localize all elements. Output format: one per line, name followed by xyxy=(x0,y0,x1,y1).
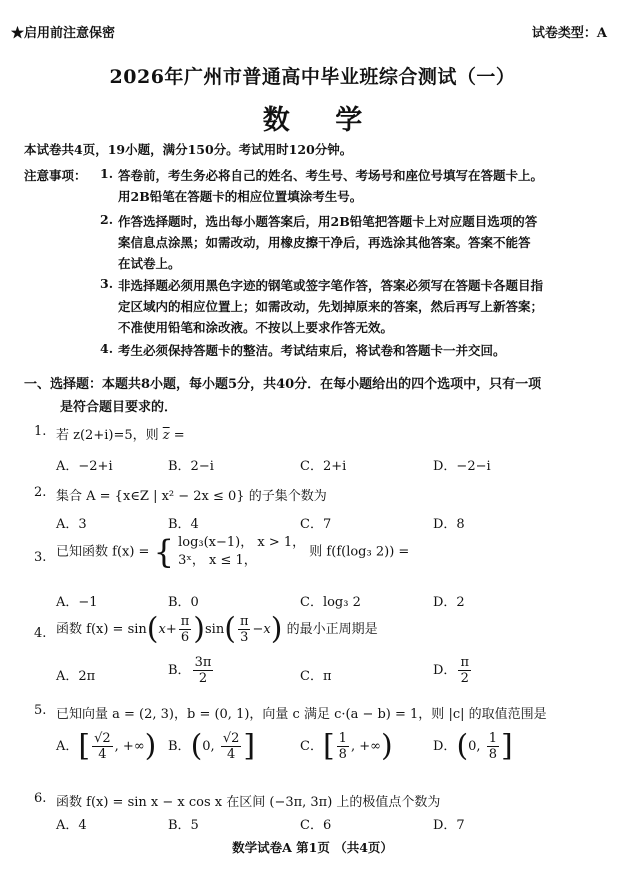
question-number: 4. xyxy=(34,626,47,641)
exam-info: 本试卷共4页，19小题，满分150分。考试用时120分钟。 xyxy=(24,142,353,157)
note-line: 考生必须保持答题卡的整洁。考试结束后，将试卷和答题卡一并交回。 xyxy=(118,343,506,358)
note-line: 作答选择题时，选出每小题答案后，用2B铅笔把答题卡上对应题目选项的答 xyxy=(118,214,538,229)
option-d: D．−2−i xyxy=(433,459,491,474)
option-a: A．2π xyxy=(56,669,96,684)
option-c: C．7 xyxy=(300,517,332,532)
notes-label: 注意事项： xyxy=(24,168,87,183)
section-heading-cont: 是符合题目要求的． xyxy=(60,400,178,415)
option-c: C．2+i xyxy=(300,459,347,474)
case-2: 3ˣ， x ≤ 1， xyxy=(178,553,257,568)
question-stem: 函数 f(x) = sin(x+ $\frac{\pi}{6}$ )sin( $\frac{\pi}{3}$ −x) 的最小正周期是 xyxy=(56,611,378,647)
option-c: C．log₃ 2 xyxy=(300,595,361,610)
option-a: A．−2+i xyxy=(56,459,113,474)
note-line: 定区域内的相应位置上；如需改动，先划掉原来的答案，然后再写上新答案； xyxy=(118,299,544,314)
note-number: 2. xyxy=(100,212,114,227)
option-d: D． $\frac{\pi}{2}$ xyxy=(433,655,469,686)
note-line: 非选择题必须用黑色字迹的钢笔或签字笔作答，答案必须写在答题卡各题目指 xyxy=(118,278,544,293)
note-number: 4. xyxy=(100,341,114,356)
question-number: 5. xyxy=(34,703,47,718)
stem-text: 若 z(2+i)=5，则 xyxy=(56,428,163,443)
question-stem xyxy=(56,534,409,570)
option-b: B．2−i xyxy=(168,459,214,474)
subject-title: 数 学 xyxy=(262,105,381,136)
option-d: D．7 xyxy=(433,818,465,833)
fraction: $\frac{\pi}{3}$ xyxy=(239,614,249,645)
piecewise-cases xyxy=(178,534,305,570)
question-stem: 集合 A = {x∈Z | x² − 2x ≤ 0} 的子集个数为 xyxy=(56,489,327,504)
question-number: 1. xyxy=(34,424,47,439)
option-a: A．4 xyxy=(56,818,87,833)
question-number: 3. xyxy=(34,550,47,565)
note-line: 不准使用铅笔和涂改液。不按以上要求作答无效。 xyxy=(118,320,394,335)
question-stem: 已知向量 a = (2, 3)，b = (0, 1)，向量 c 满足 c·(a − b) = 1，则 |c| 的取值范围是 xyxy=(56,707,547,722)
exam-title: 2026年广州市普通高中毕业班综合测试（一） xyxy=(109,66,516,88)
zbar-symbol: $\overline{z}$ xyxy=(162,428,170,443)
option-b: B．4 xyxy=(168,517,199,532)
option-a: A．[ $\frac{√2}{4}$ , +∞) xyxy=(56,728,157,764)
stem-text: 则 f(f(log₃ 2)) = xyxy=(309,544,410,560)
option-b: B．0 xyxy=(168,595,199,610)
option-b: B．5 xyxy=(168,818,199,833)
confidential-label: ★启用前注意保密 xyxy=(11,26,116,41)
note-number: 1. xyxy=(100,166,114,181)
option-a: A．3 xyxy=(56,517,87,532)
option-b: B． $\frac{3\pi}{2}$ xyxy=(168,655,212,686)
option-c: C．[ $\frac{1}{8}$ , +∞) xyxy=(300,728,393,764)
question-number: 2. xyxy=(34,485,47,500)
note-line: 用2B铅笔在答题卡的相应位置填涂考生号。 xyxy=(118,189,363,204)
note-line: 答卷前，考生务必将自己的姓名、考生号、考场号和座位号填写在答题卡上。 xyxy=(118,168,544,183)
stem-text: 的最小正周期是 xyxy=(286,622,378,637)
option-d: D．2 xyxy=(433,595,465,610)
option-c: C．6 xyxy=(300,818,332,833)
question-stem xyxy=(56,424,185,443)
note-line: 在试卷上。 xyxy=(118,256,181,271)
option-d: D．(0, $\frac{1}{8}$ ] xyxy=(433,728,513,764)
option-d: D．8 xyxy=(433,517,465,532)
option-c: C．π xyxy=(300,669,332,684)
case-1: log₃(x−1)， x > 1， xyxy=(178,535,306,550)
page-footer: 数学试卷A 第1页 （共4页） xyxy=(232,840,393,855)
note-line: 案信息点涂黑；如需改动，用橡皮擦干净后，再选涂其他答案。答案不能答 xyxy=(118,235,531,250)
fraction: $\frac{\pi}{6}$ xyxy=(180,614,190,645)
option-b: B．(0, $\frac{√2}{4}$ ] xyxy=(168,728,256,764)
left-brace: { xyxy=(153,533,174,571)
paper-type-label: 试卷类型：A xyxy=(531,26,607,41)
question-stem: 函数 f(x) = sin x − x cos x 在区间 (−3π, 3π) 上的极值点个数为 xyxy=(56,795,441,810)
stem-text: 已知函数 f(x) = xyxy=(56,544,150,560)
option-a: A．−1 xyxy=(56,595,98,610)
note-number: 3. xyxy=(100,276,114,291)
stem-text: 函数 f(x) = sin xyxy=(56,622,147,637)
section-heading: 一、选择题：本题共8小题，每小题5分，共40分．在每小题给出的四个选项中，只有一项 xyxy=(24,377,542,392)
stem-text: = xyxy=(169,428,185,443)
question-number: 6. xyxy=(34,791,47,806)
stem-text: sin xyxy=(205,622,225,637)
